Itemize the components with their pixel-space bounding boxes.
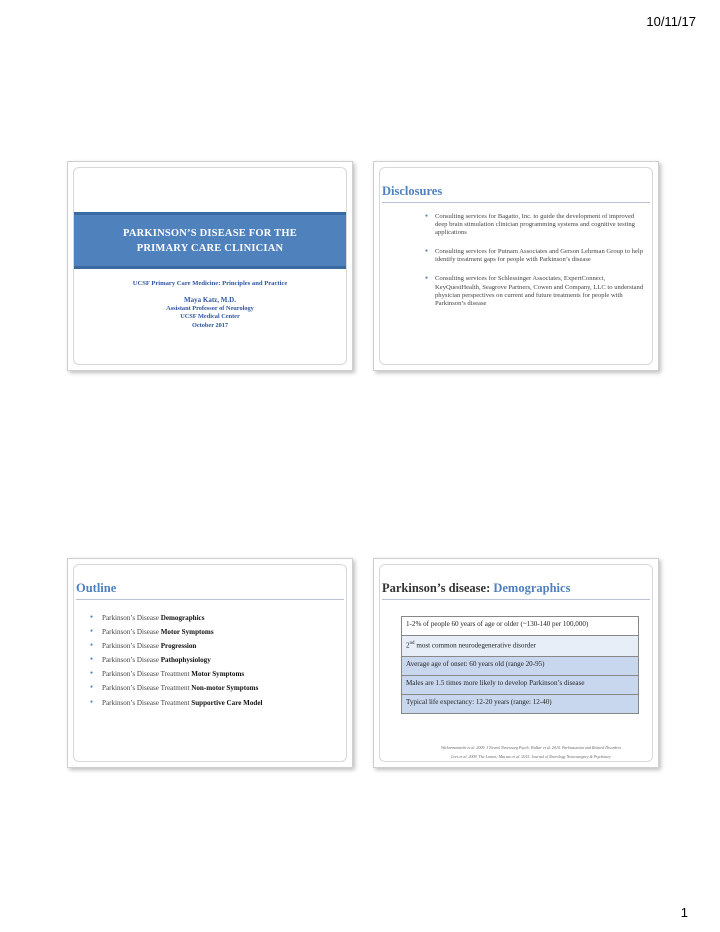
title-slide xyxy=(67,161,353,371)
list-item: ● Parkinson’s Disease Treatment Motor Symptoms xyxy=(90,667,262,681)
list-item: ● Parkinson’s Disease Progression xyxy=(90,639,262,653)
list-item: ● Consulting services for Schlessinger Associates, ExpertConnect, KeyQuestHealth, Seagrove Partners, Cowen and Company, LLC to understand physician perspectives on current and future treatments for people with Parkinson’s disease xyxy=(425,275,644,307)
list-item: ● Parkinson’s Disease Pathophysiology xyxy=(90,653,262,667)
table-row: 2nd most common neurodegenerative disorder xyxy=(402,635,638,656)
disclosure-list xyxy=(425,213,644,319)
course-name: UCSF Primary Care Medicine: Principles and Practice xyxy=(132,280,288,287)
list-item: ● Consulting services for Bagatto, Inc. to guide the development of improved deep brain stimulation clinician programming systems and cognitive testing applications xyxy=(425,213,644,237)
title-divider xyxy=(382,202,650,203)
demographics-slide xyxy=(373,558,659,768)
page-date: 10/11/17 xyxy=(646,14,696,29)
list-item: ● Parkinson’s Disease Motor Symptoms xyxy=(90,625,262,639)
outline-slide xyxy=(67,558,353,768)
outline-list xyxy=(90,611,262,710)
list-item: ● Parkinson’s Disease Demographics xyxy=(90,611,262,625)
presenter-name: Maya Katz, M.D. xyxy=(184,296,236,304)
presentation-title-line2: PRIMARY CARE CLINICIAN xyxy=(136,242,284,254)
presentation-date: October 2017 xyxy=(191,321,229,329)
table-row: Males are 1.5 times more likely to develop Parkinson’s disease xyxy=(402,675,638,694)
title-banner xyxy=(74,212,346,269)
slide-title: Outline xyxy=(76,581,117,595)
list-item: ● Parkinson’s Disease Treatment Supportive Care Model xyxy=(90,696,262,710)
table-row: Typical life expectancy: 12-20 years (range: 12-40) xyxy=(402,694,638,713)
list-item: ● Consulting services for Putnam Associates and Gerson Lehrman Group to help identify treatment gaps for people with Parkinson’s disease xyxy=(425,248,644,264)
page-number: 1 xyxy=(680,905,688,920)
title-divider xyxy=(382,599,650,600)
references: Wickremaratchi et al. 2009. J Neurol Neurosurg Psych; Walker et al. 2010. Parkinsonism and Related Disorders Lees et al. 2009. The Lancet; Macuso et al. 2015. Journal of Neurology Neurosurgery & Psychiatry xyxy=(440,745,622,759)
list-item: ● Parkinson’s Disease Treatment Non-motor Symptoms xyxy=(90,681,262,695)
slide-title: Disclosures xyxy=(382,184,443,198)
presenter-title: Assistant Professor of Neurology xyxy=(166,304,254,312)
demographics-table xyxy=(401,616,639,714)
table-row: Average age of onset: 60 years old (range 20-95) xyxy=(402,656,638,675)
disclosures-slide xyxy=(373,161,659,371)
presenter-info xyxy=(68,296,352,330)
slide-title: Parkinson’s disease: Demographics xyxy=(382,581,571,595)
institution: UCSF Medical Center xyxy=(180,313,240,321)
title-divider xyxy=(76,599,344,600)
table-row: 1-2% of people 60 years of age or older (~130-140 per 100,000) xyxy=(402,617,638,635)
presentation-title-line1: PARKINSON’S DISEASE FOR THE xyxy=(123,227,297,239)
